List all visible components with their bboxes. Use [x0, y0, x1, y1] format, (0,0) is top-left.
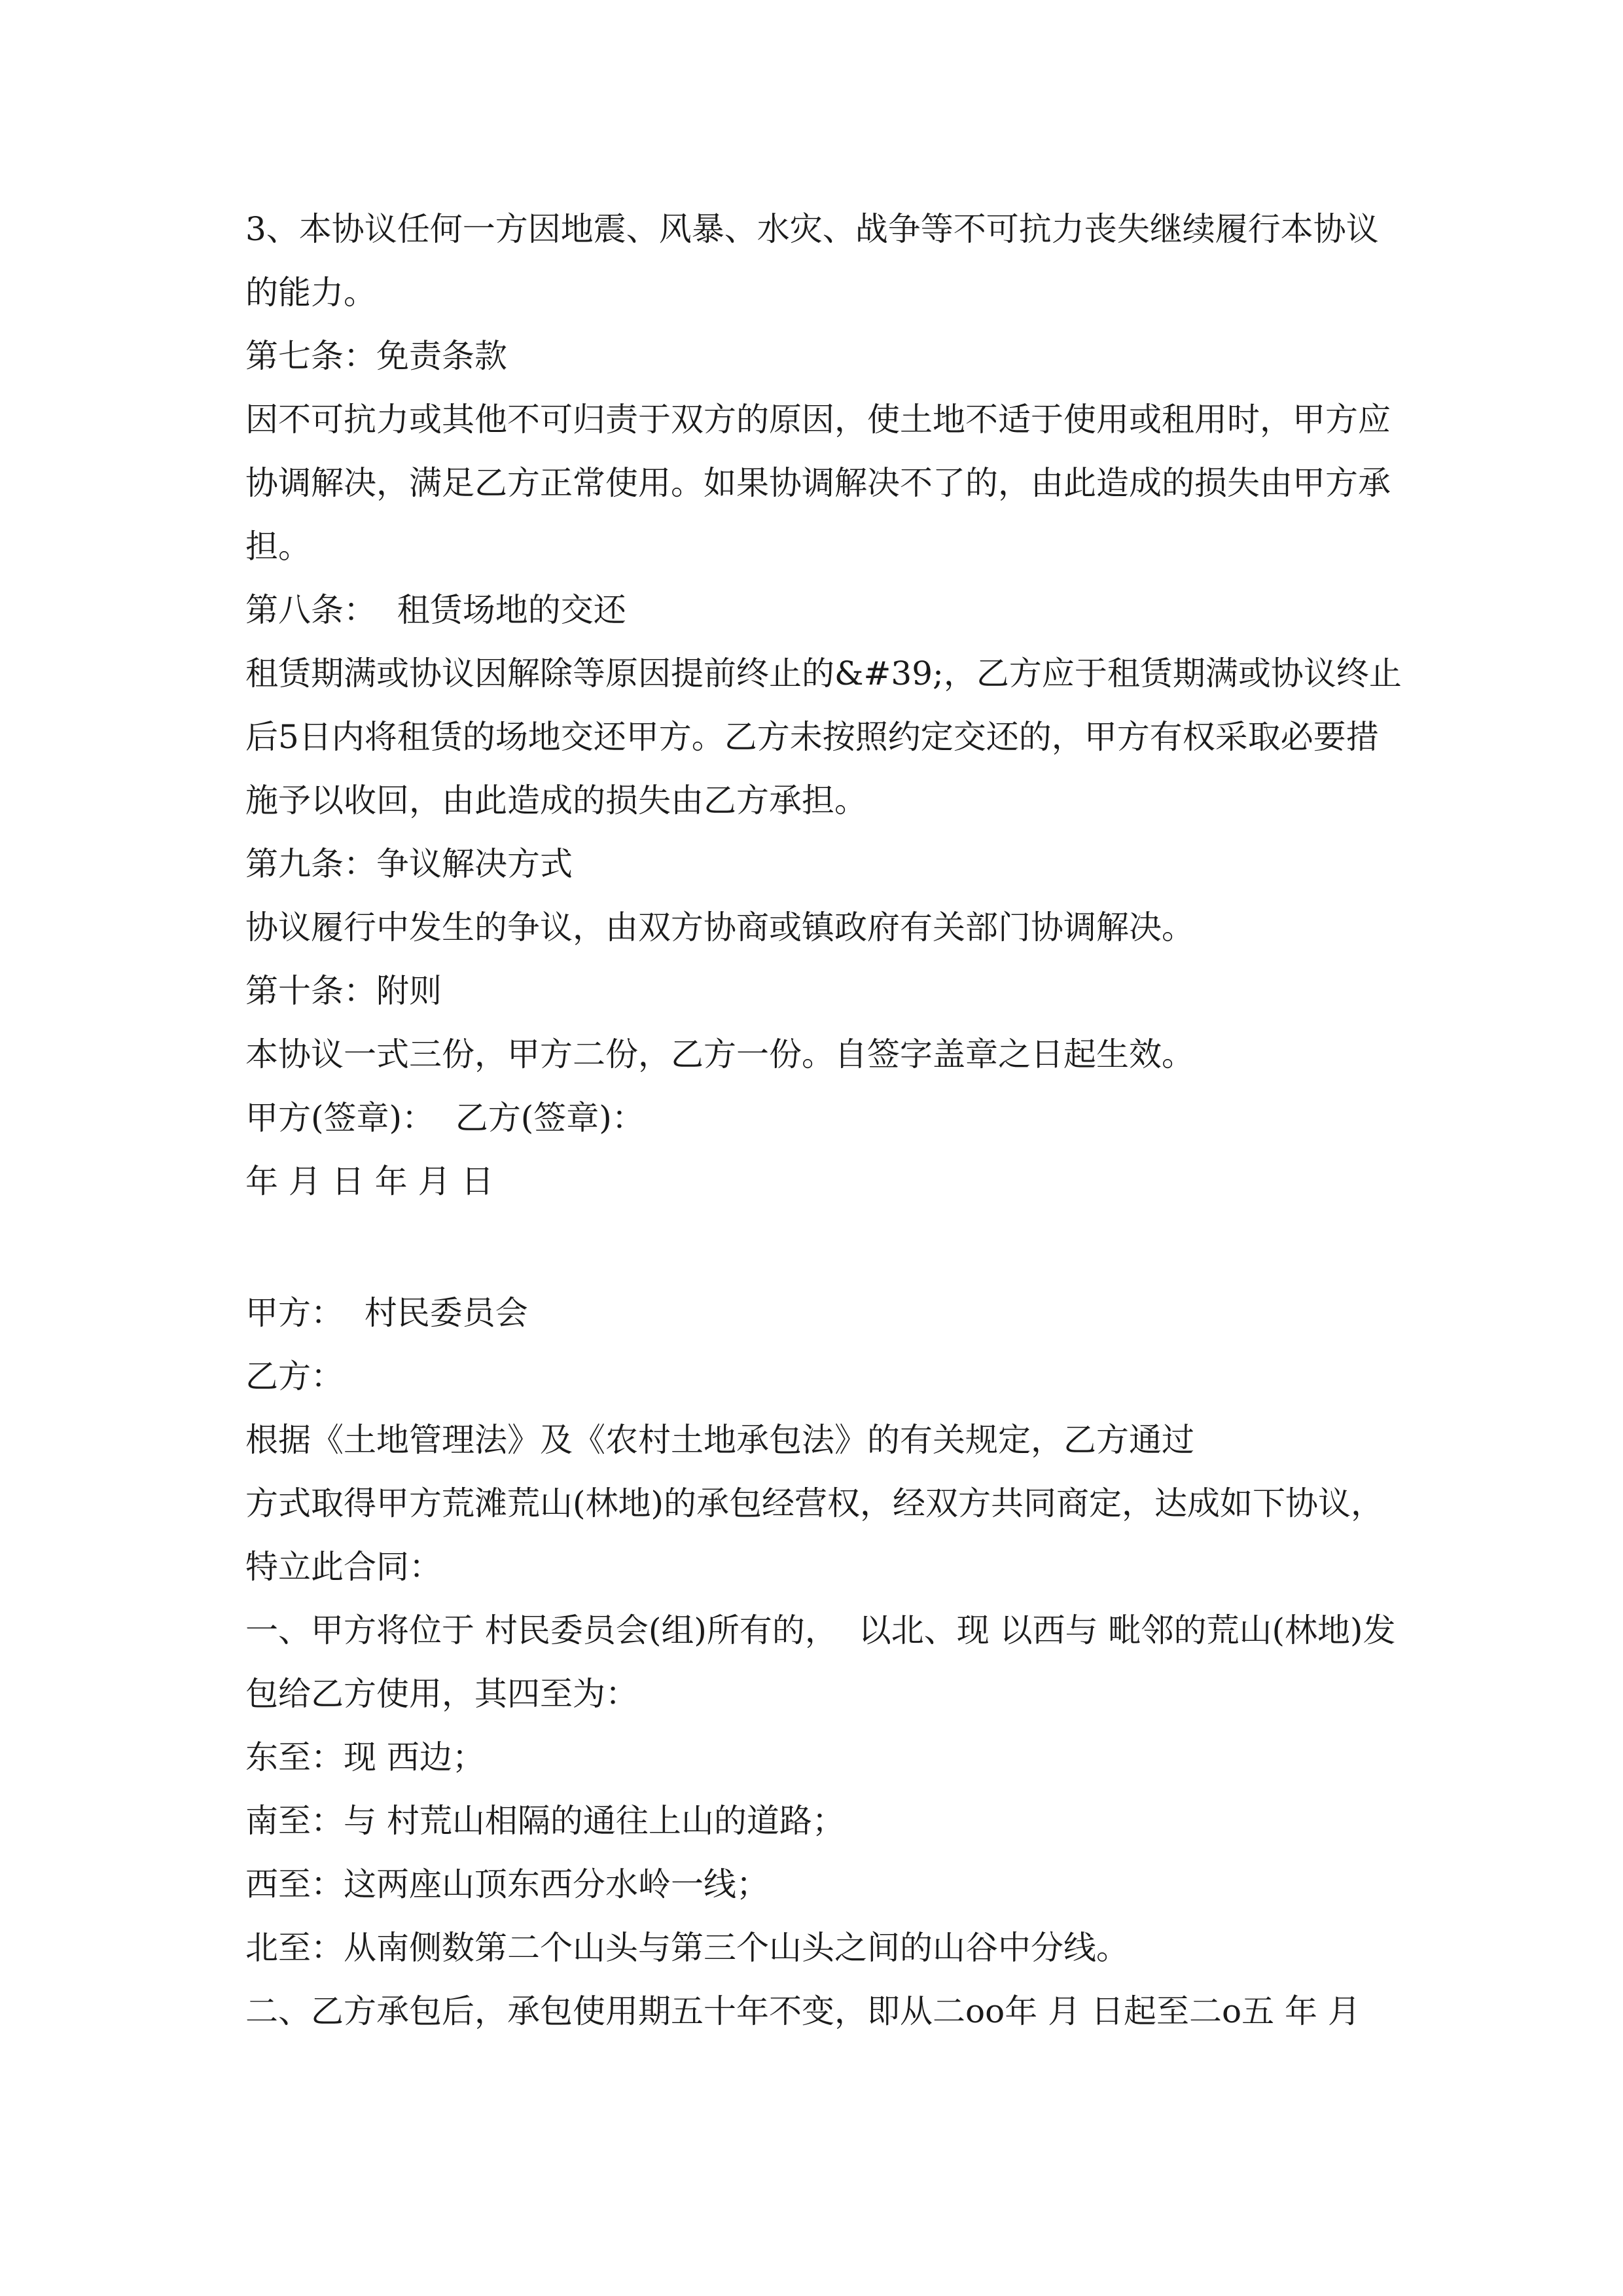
- text-line: 因不可抗力或其他不可归责于双方的原因，使土地不适于使用或租用时，甲方应: [245, 401, 1391, 439]
- section-heading: 第九条：争议解决方式: [245, 845, 573, 883]
- text-line: 协议履行中发生的争议，由双方协商或镇政府有关部门协调解决。: [245, 908, 1194, 946]
- text-line: 南至：与 村荒山相隔的通往上山的道路；: [245, 1802, 845, 1840]
- section-heading: 第七条：免责条款: [245, 337, 507, 375]
- text-line: 二、乙方承包后，承包使用期五十年不变，即从二oo年 月 日起至二o五 年 月: [245, 1992, 1361, 2030]
- text-line: 方式取得甲方荒滩荒山(林地)的承包经营权，经双方共同商定，达成如下协议，: [245, 1484, 1384, 1522]
- document-page: [245, 0, 1423, 2296]
- section-heading: 第十条：附则: [245, 972, 442, 1010]
- text-line: 施予以收回，由此造成的损失由乙方承担。: [245, 781, 867, 819]
- text-line: 3、本协议任何一方因地震、风暴、水灾、战争等不可抗力丧失继续履行本协议: [245, 210, 1379, 248]
- text-line: 特立此合同：: [245, 1548, 442, 1586]
- text-line: 北至：从南侧数第二个山头与第三个山头之间的山谷中分线。: [245, 1929, 1129, 1967]
- text-line: 东至：现 西边；: [245, 1738, 485, 1776]
- text-line: 西至：这两座山顶东西分水岭一线；: [245, 1865, 769, 1903]
- signature-line: 甲方(签章)： 乙方(签章)：: [245, 1099, 645, 1137]
- text-line: 一、甲方将位于 村民委员会(组)所有的， 以北、现 以西与 毗邻的荒山(林地)发: [245, 1611, 1396, 1649]
- party-b-line: 乙方：: [245, 1357, 344, 1395]
- text-line: 的能力。: [245, 274, 376, 312]
- text-line: 根据《土地管理法》及《农村土地承包法》的有关规定，乙方通过: [245, 1421, 1194, 1459]
- text-line: 租赁期满或协议因解除等原因提前终止的&#39;，乙方应于租赁期满或协议终止: [245, 655, 1402, 692]
- text-line: 本协议一式三份，甲方二份，乙方一份。自签字盖章之日起生效。: [245, 1035, 1194, 1073]
- date-line: 年 月 日 年 月 日: [245, 1162, 494, 1200]
- text-line: 协调解决，满足乙方正常使用。如果协调解决不了的，由此造成的损失由甲方承: [245, 464, 1391, 502]
- text-line: 包给乙方使用，其四至为：: [245, 1675, 638, 1713]
- section-heading: 第八条： 租赁场地的交还: [245, 591, 626, 629]
- party-a-line: 甲方： 村民委员会: [245, 1294, 528, 1332]
- text-line: 担。: [245, 528, 311, 565]
- text-line: 后5日内将租赁的场地交还甲方。乙方未按照约定交还的，甲方有权采取必要措: [245, 718, 1379, 756]
